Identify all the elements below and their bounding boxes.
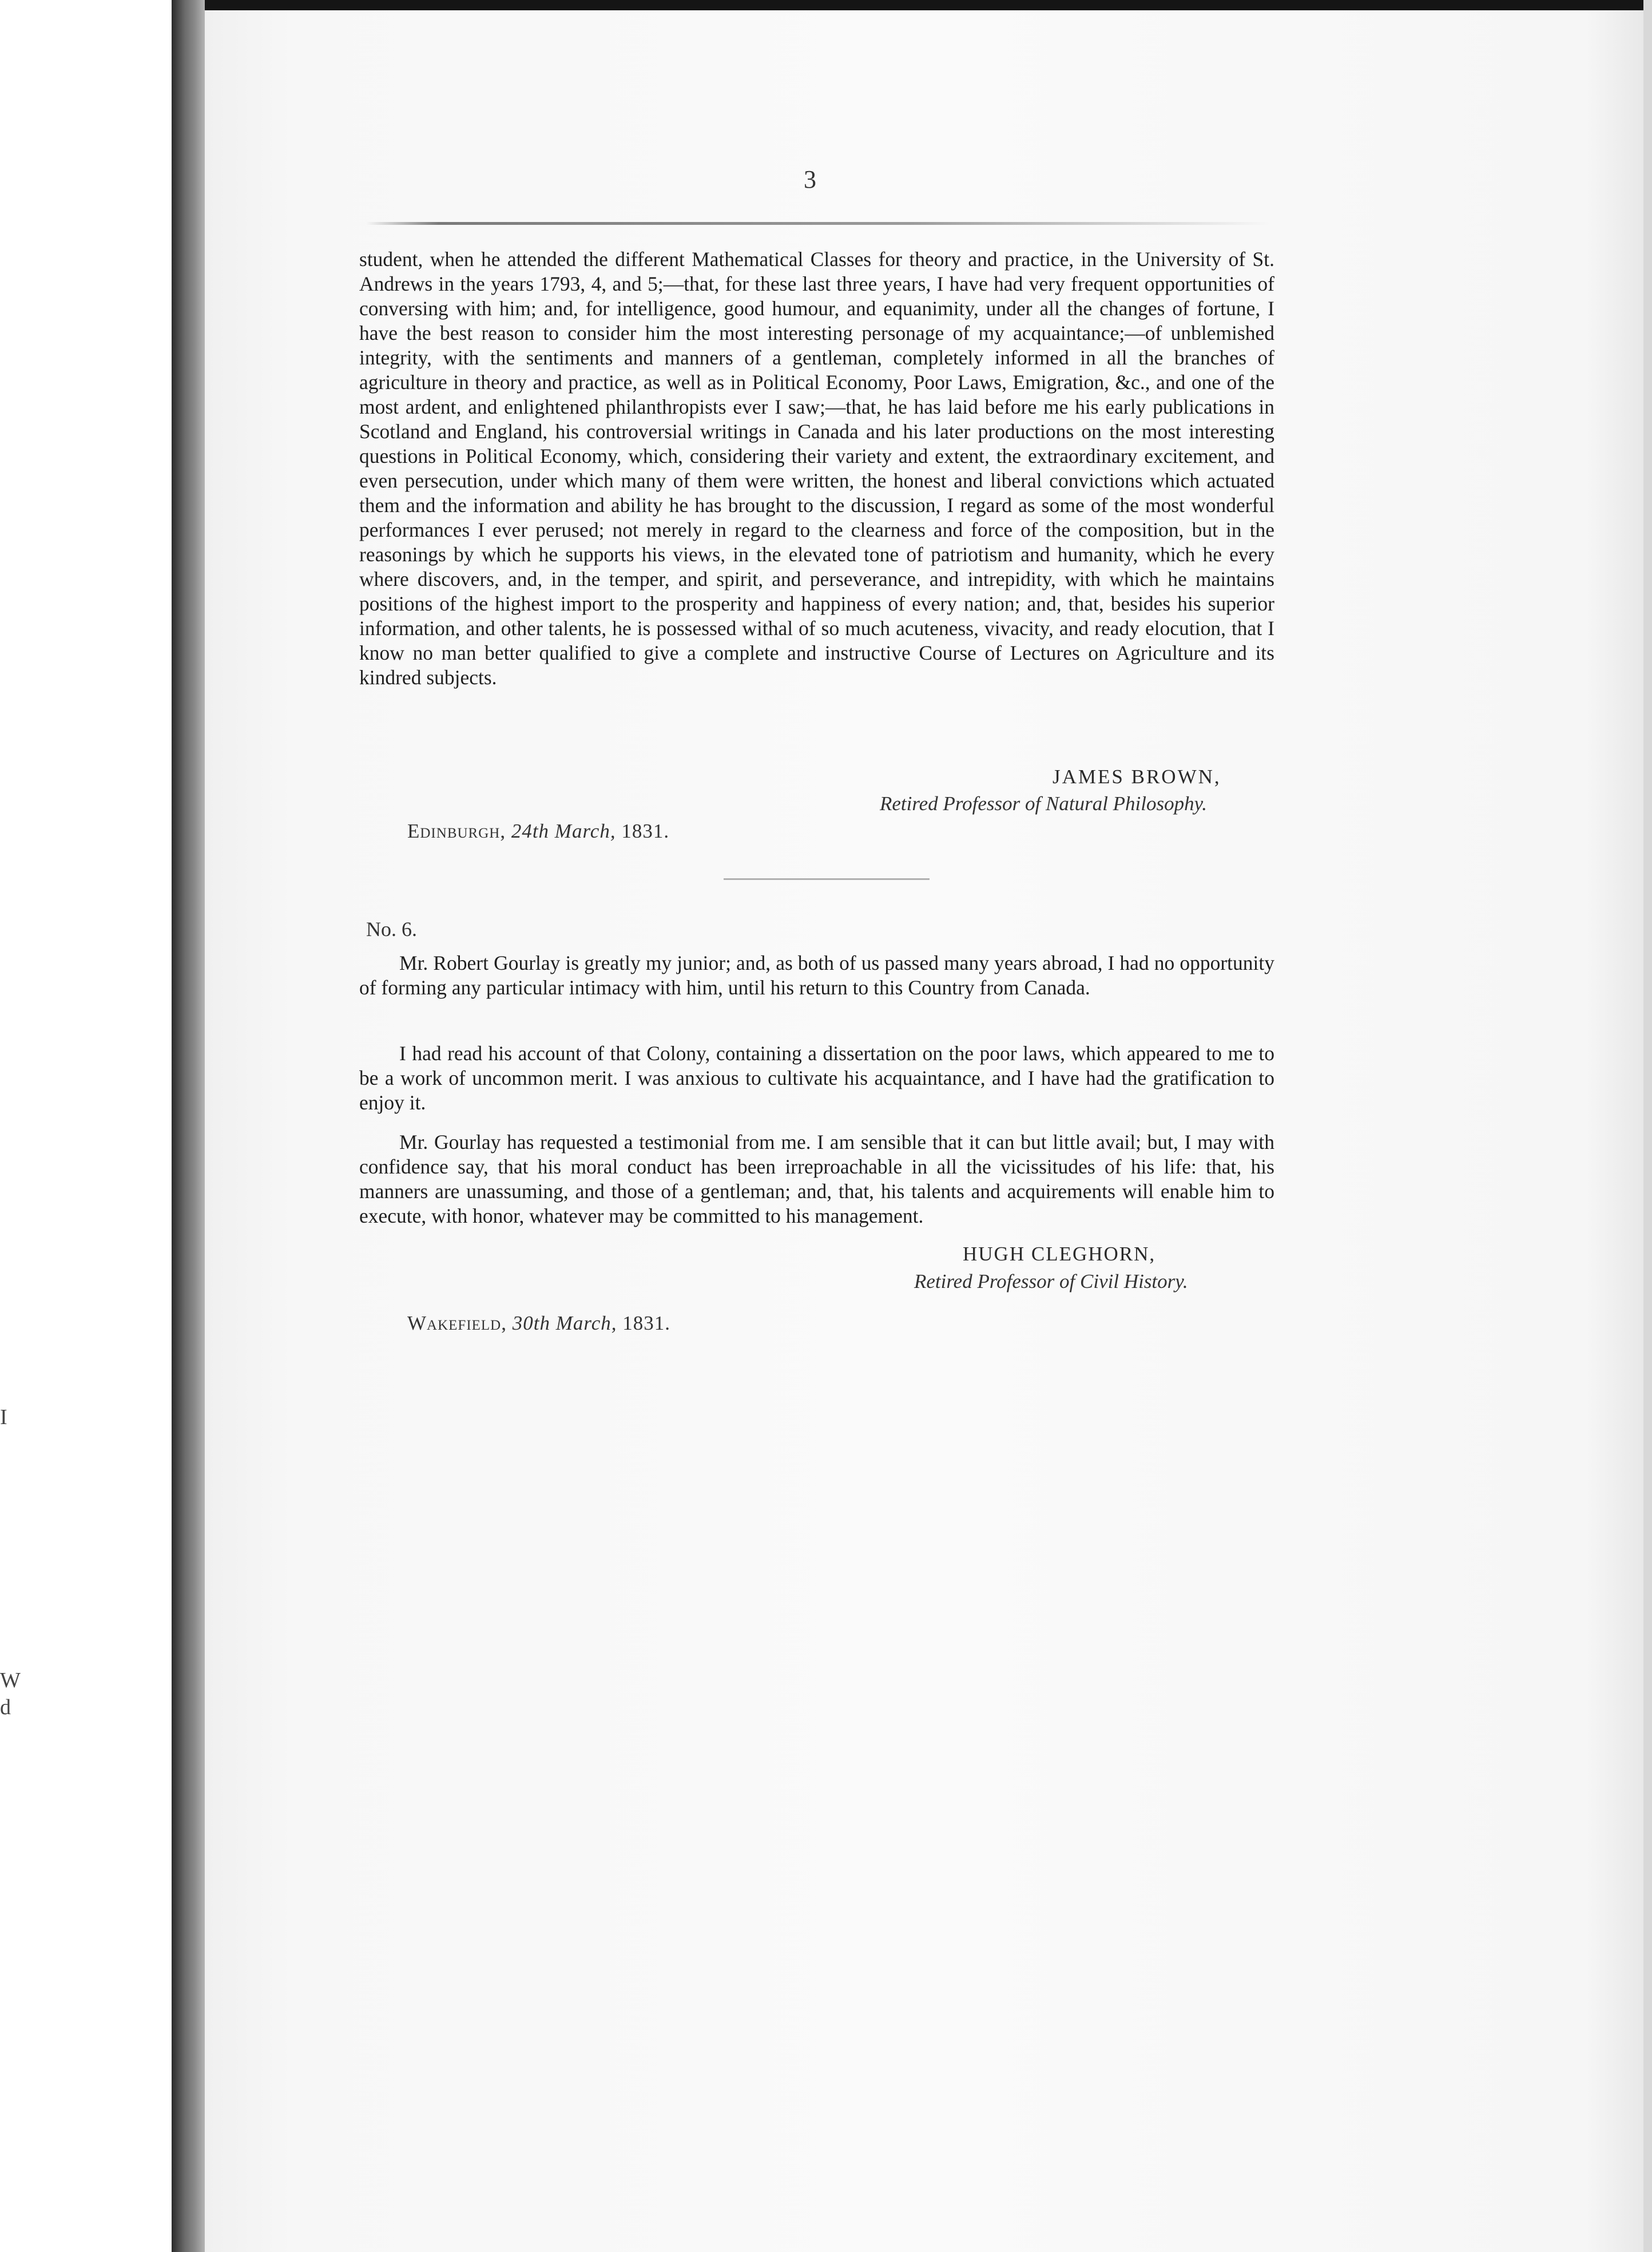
- section-divider: [724, 878, 930, 880]
- book-gutter: [172, 0, 205, 2252]
- dateline: [407, 1312, 670, 1335]
- dateline-place: Wakefield,: [407, 1312, 507, 1334]
- page-right-edge: [1643, 0, 1652, 2252]
- dateline-year: 1831.: [622, 1312, 670, 1334]
- margin-bleed-char: I: [0, 1405, 7, 1429]
- dateline-date: 24th March,: [511, 820, 616, 842]
- scan-top-edge: [205, 0, 1652, 10]
- letter-paragraph: I had read his account of that Colony, containing a dissertation on the poor laws, which appeared to me to be a work of uncommon merit. I was anxious to cultivate his acquaintance, and I have had the gratification to enjoy it.: [359, 1042, 1274, 1114]
- dateline-date: 30th March,: [512, 1312, 617, 1334]
- letter-paragraph: Mr. Robert Gourlay is greatly my junior; and, as both of us passed many years abroad, I had no opportunity of forming any particular intimacy with him, until his return to this Country from Canada.: [359, 951, 1274, 999]
- left-margin: [0, 0, 172, 2252]
- margin-bleed-char: W: [0, 1668, 21, 1692]
- dateline-year: 1831.: [621, 820, 670, 842]
- margin-bleed-char: d: [0, 1695, 11, 1719]
- page-number: 3: [804, 165, 816, 193]
- letter-body: student, when he attended the different Mathematical Classes for theory and practice, in the University of St. Andrews in the years 1793, 4, and 5;—that, for these last three years, I have had very frequent opportunities of conversing with him; and, for intelligence, good humour, and equanimity, under all the changes of fortune, I have the best reason to consider him the most interesting personage of my acquaintance;—of unblemished integrity, with the sentiments and manners of a gentleman, completely informed in all the branches of agriculture in theory and practice, as well as in Political Economy, Poor Laws, Emigration, &c., and one of the most ardent, and enlightened philanthropists ever I saw;—that, he has laid before me his early publications in Scotland and England, his controversial writings in Canada and his later productions on the most interesting questions in Political Economy, which, considering their variety and extent, the extraordinary excitement, and even persecution, under which many of them were written, the honest and liberal convictions which actuated them and the information and ability he has brought to the discussion, I regard as some of the most wonderful performances I ever perused; not merely in regard to the clearness and force of the composition, but in the reasonings by which he supports his views, in the elevated tone of patriotism and humanity, which he every where discovers, and, in the temper, and spirit, and perseverance, and intrepidity, with which he maintains positions of the highest import to the prosperity and happiness of every nation; and, that, besides his superior information, and other talents, he is possessed withal of so much acuteness, vivacity, and ready elocution, that I know no man better qualified to give a complete and instructive Course of Lectures on Agriculture and its kindred subjects.: [359, 248, 1274, 689]
- dateline: [407, 820, 669, 843]
- signature-title: Retired Professor of Civil History.: [914, 1270, 1188, 1292]
- dateline-place: Edinburgh,: [407, 820, 506, 842]
- signature-title: Retired Professor of Natural Philosophy.: [880, 792, 1207, 815]
- letter-paragraph: Mr. Gourlay has requested a testimonial from me. I am sensible that it can but little avail; but, I may with confidence say, that his moral conduct has been irreproachable in all the vicissitudes of his life: that, his manners are unassuming, and those of a gentleman; and, that, his talents and acquirements will enable him to execute, with honor, whatever may be committed to his management.: [359, 1131, 1274, 1227]
- signature-name: HUGH CLEGHORN,: [963, 1243, 1156, 1265]
- letter-number: No. 6.: [366, 918, 417, 941]
- header-rule: [366, 222, 1270, 225]
- signature-name: JAMES BROWN,: [1053, 766, 1221, 788]
